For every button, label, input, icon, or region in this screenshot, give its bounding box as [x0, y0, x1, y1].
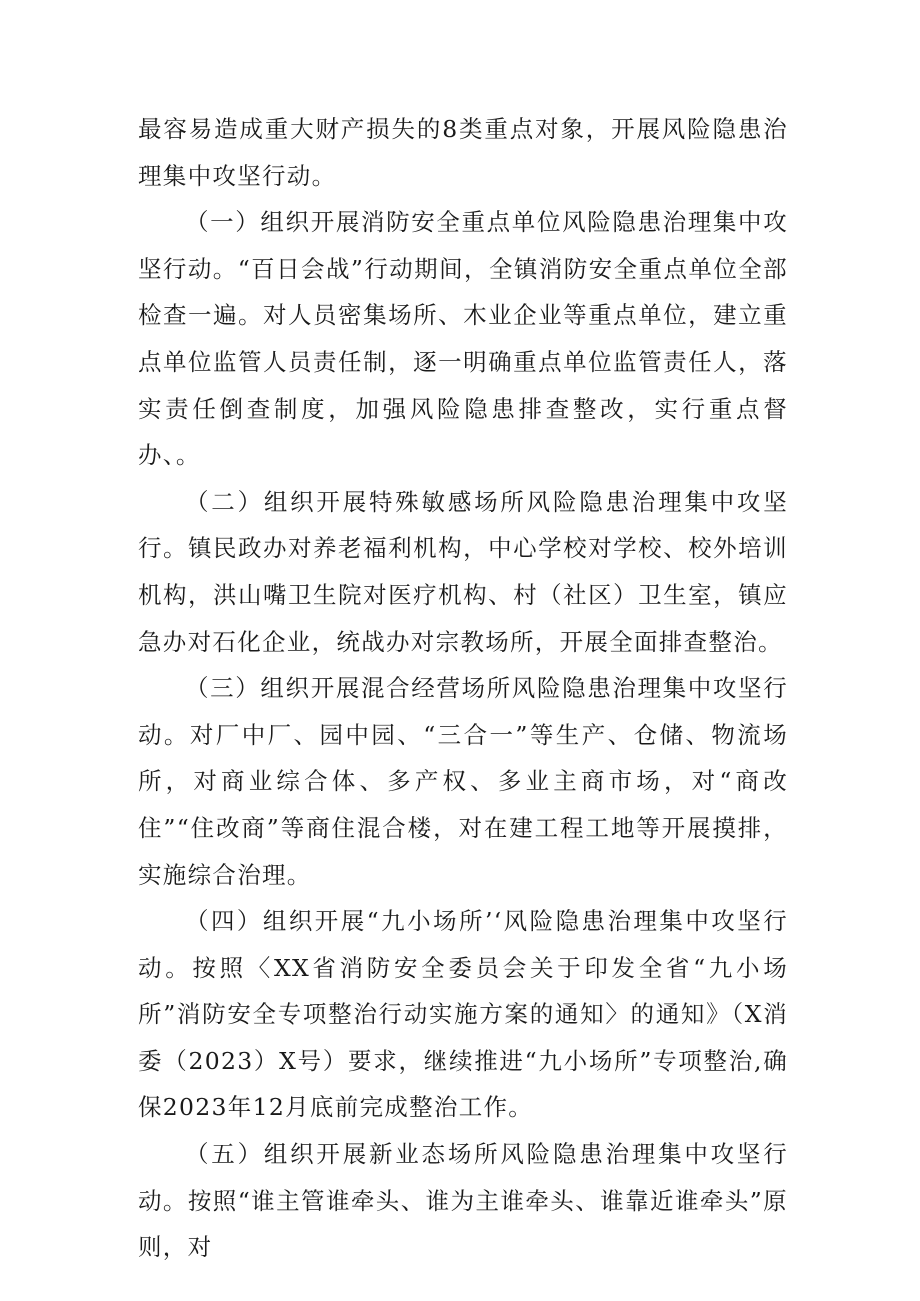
paragraph-section-4: （四）组织开展“九小场所’‘风险隐患治理集中攻坚行动。按照〈XX省消防安全委员会关于印发全省“九小场所”消防安全专项整治行动实施方案的通知〉的通知》（X消委（2023）X号）要求，继续推进“九小场所”专项整治,确保2023年12月底前完成整治工作。	[138, 907, 788, 1122]
paragraph-section-3: （三）组织开展混合经营场所风险隐患治理集中攻坚行动。对厂中厂、园中园、“三合一”等生产、仓储、物流场所，对商业综合体、多产权、多业主商市场，对“商改住”“住改商”等商住混合楼，对在建工程工地等开展摸排，实施综合治理。	[138, 674, 788, 889]
paragraph-section-5: （五）组织开展新业态场所风险隐患治理集中攻坚行动。按照“谁主管谁牵头、谁为主谁牵头、谁靠近谁牵头”原则，对	[138, 1140, 788, 1262]
paragraph-section-1: （一）组织开展消防安全重点单位风险隐患治理集中攻坚行动。“百日会战”行动期间，全镇消防安全重点单位全部检查一遍。对人员密集场所、木业企业等重点单位，建立重点单位监管人员责任制，逐一明确重点单位监管责任人，落实责任倒查制度，加强风险隐患排查整改，实行重点督办、。	[138, 208, 788, 470]
paragraph-intro-continuation: 最容易造成重大财产损失的8类重点对象，开展风险隐患治理集中攻坚行动。	[138, 115, 788, 190]
paragraph-section-2: （二）组织开展特殊敏感场所风险隐患治理集中攻坚行。镇民政办对养老福利机构，中心学校对学校、校外培训机构，洪山嘴卫生院对医疗机构、村（社区）卫生室，镇应急办对石化企业，统战办对宗教场所，开展全面排查整治。	[138, 487, 788, 656]
